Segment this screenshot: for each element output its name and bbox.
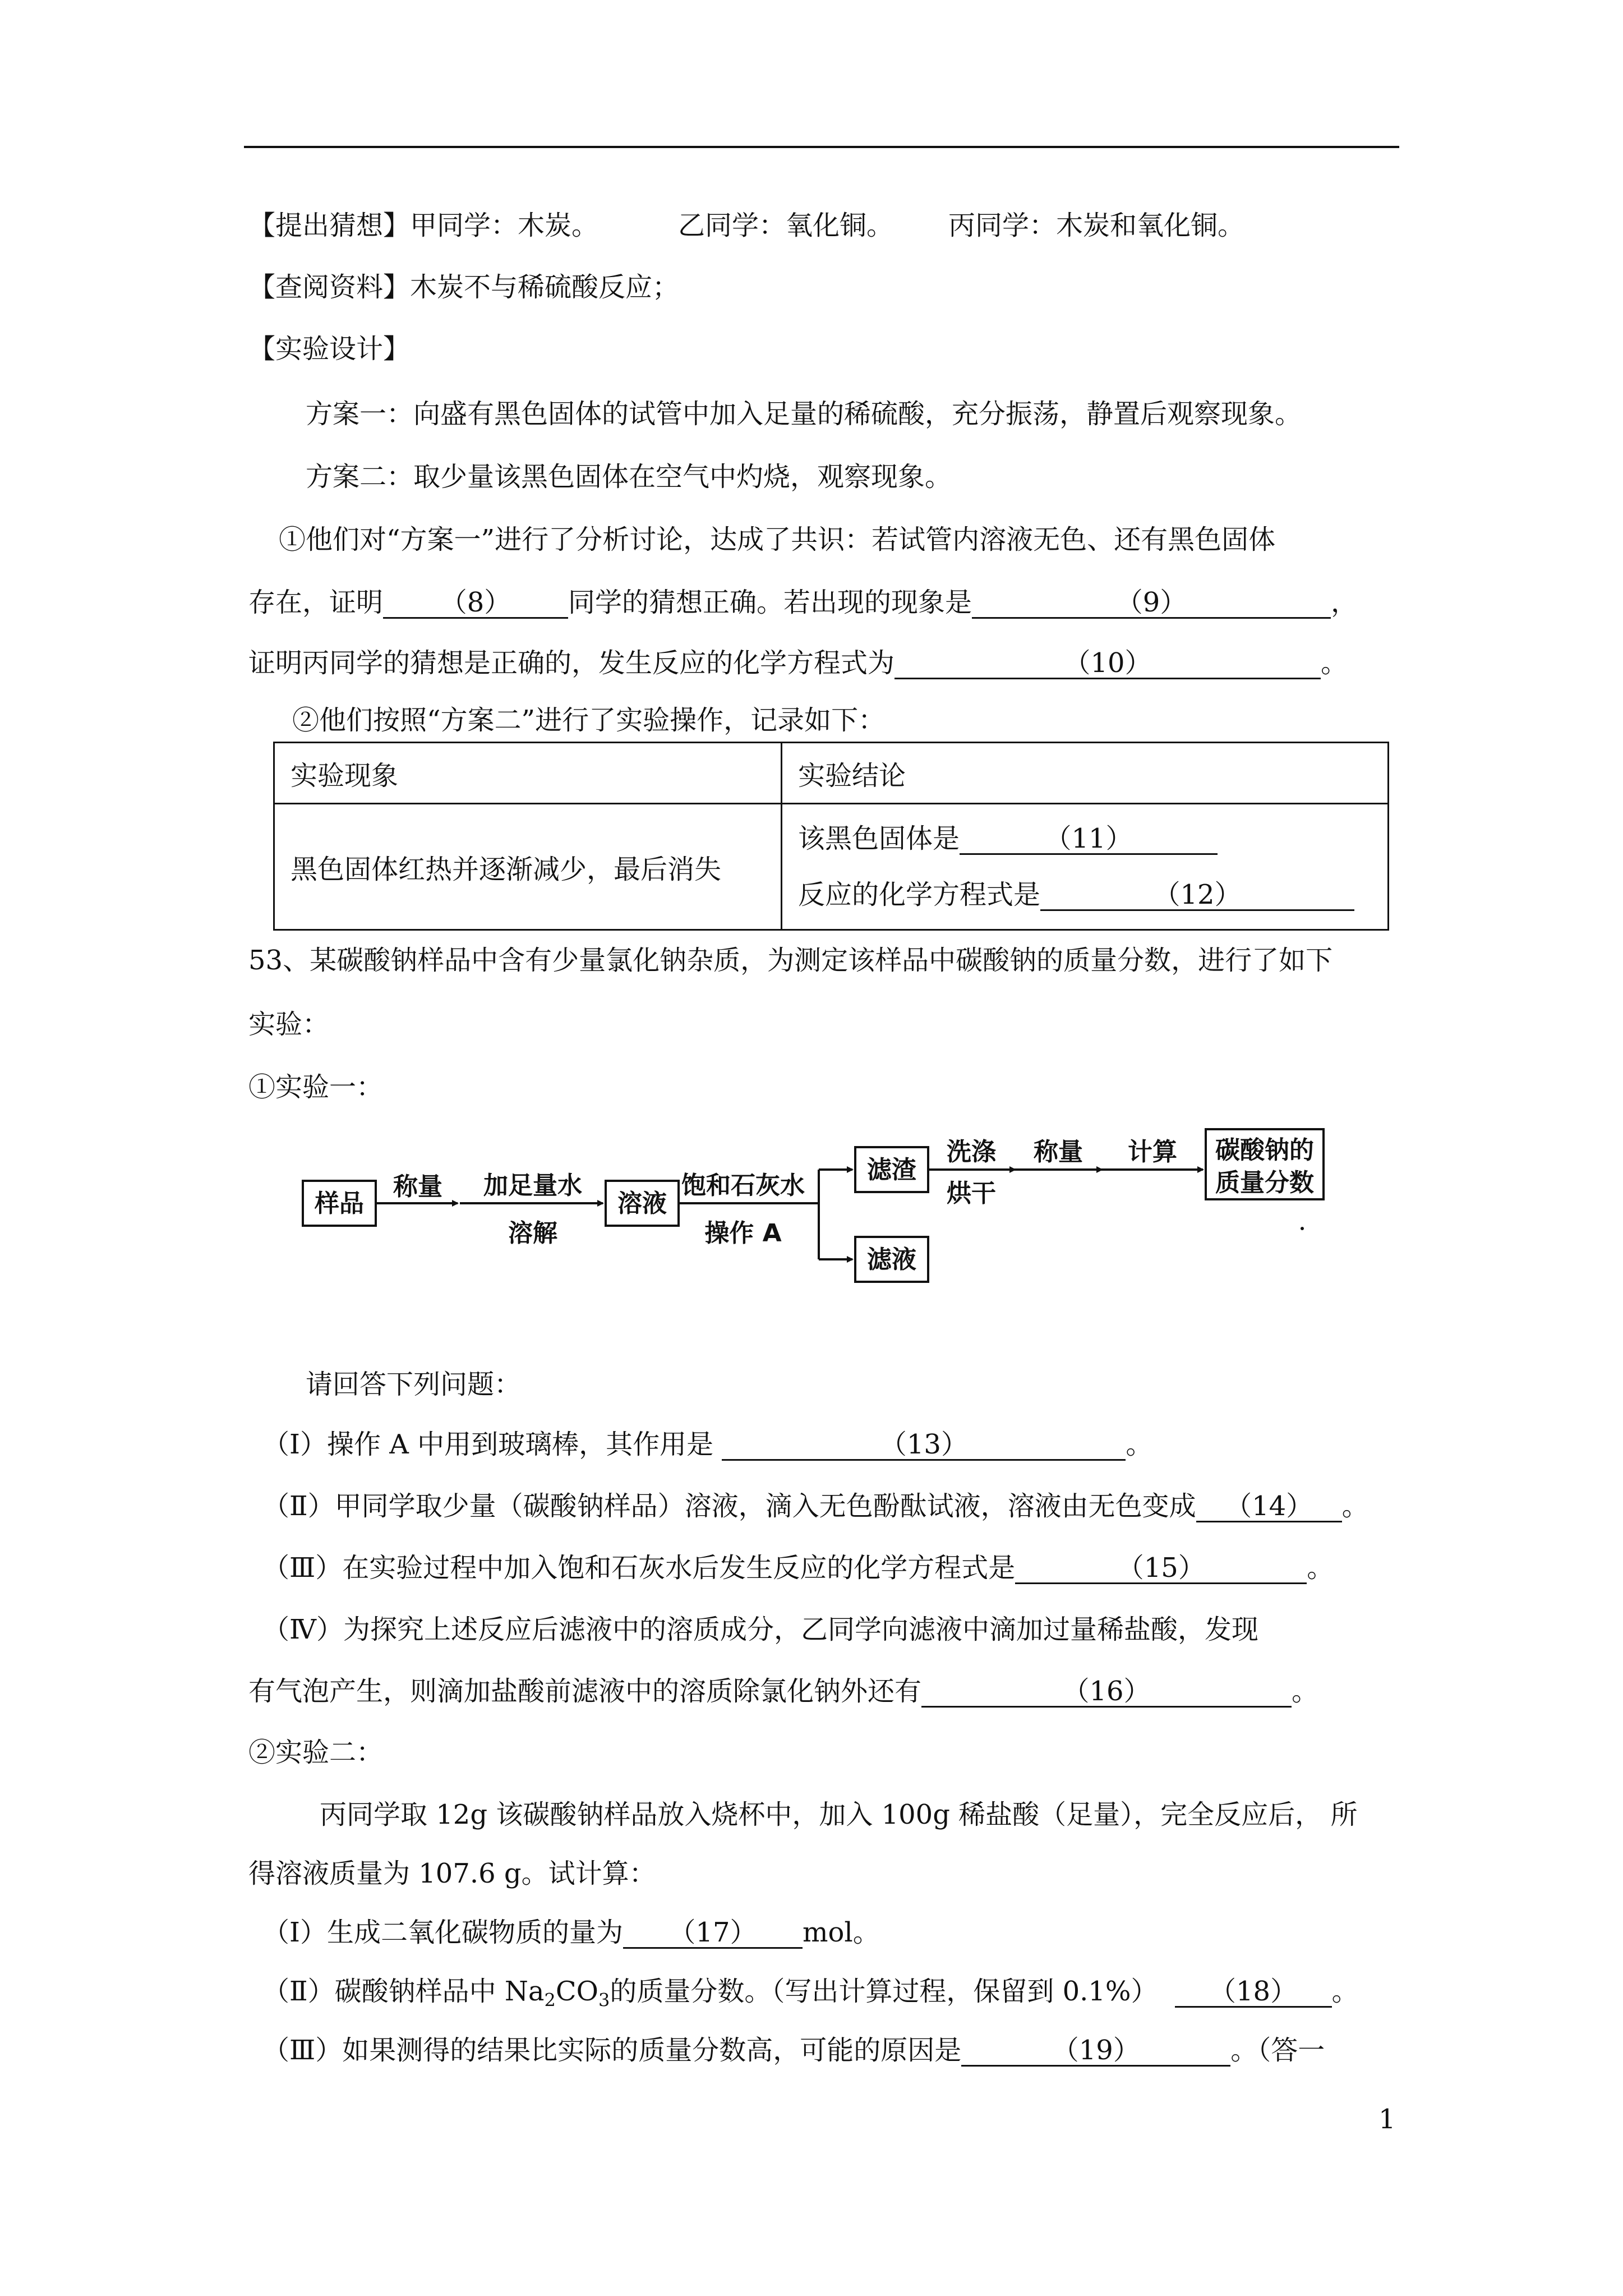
flow-dissolve: 溶解 [508, 1219, 557, 1248]
blank-17[interactable]: （17） [623, 1918, 803, 1949]
flow-wash: 洗涤 [947, 1138, 996, 1166]
blank-10[interactable]: （10） [895, 648, 1321, 679]
questions-intro: 请回答下列问题： [306, 1369, 522, 1400]
flow-result-2: 质量分数 [1215, 1168, 1314, 1197]
flow-calc: 计算 [1128, 1138, 1177, 1166]
qs-ii-text: （Ⅱ）甲同学取少量（碳酸钠样品）溶液，滴入无色酚酞试液，溶液由无色变成 [262, 1490, 1196, 1522]
qs-iii-text: （Ⅲ）在实验过程中加入饱和石灰水后发生反应的化学方程式是 [262, 1552, 1016, 1584]
q1-comma: ， [1331, 587, 1358, 618]
blank-14[interactable]: （14） [1196, 1492, 1342, 1522]
blank-9[interactable]: （9） [972, 588, 1331, 619]
exp2-title: ②实验二： [248, 1737, 384, 1768]
flow-sample: 样品 [315, 1189, 364, 1218]
exp2-ii-post: 的质量分数。（写出计算过程，保留到 0.1%） [610, 1976, 1158, 2007]
exp2-line2: 得溶液质量为 107.6 g。试计算： [248, 1858, 656, 1889]
exp2-i-unit: mol。 [802, 1917, 880, 1948]
exp2-iii-line [262, 2033, 1325, 2067]
blank-19[interactable]: （19） [961, 2036, 1230, 2067]
q2-line: ②他们按照“方案二”进行了实验操作，记录如下： [292, 705, 886, 736]
dot-mark [1301, 1227, 1304, 1230]
conclusion-text-1: 该黑色固体是 [798, 823, 960, 854]
info-heading: 【查阅资料】 [248, 272, 411, 303]
exp2-ii-text: （Ⅱ）碳酸钠样品中 Na [262, 1976, 545, 2007]
exp1-title: ①实验一： [248, 1071, 384, 1103]
record-table [273, 742, 1389, 931]
guess-b: 乙同学：氧化铜。 [678, 210, 894, 241]
flow-result-1: 碳酸钠的 [1215, 1136, 1314, 1165]
guess-heading: 【提出猜想】 [248, 210, 411, 241]
q1-text-3: 证明丙同学的猜想是正确的，发生反应的化学方程式为 [248, 647, 895, 679]
plan-two: 方案二：取少量该黑色固体在空气中灼烧，观察现象。 [306, 461, 952, 493]
flow-solution: 溶液 [617, 1189, 667, 1218]
flow-weigh: 称量 [393, 1172, 442, 1201]
flow-addwater: 加足量水 [483, 1171, 582, 1200]
q1-line2 [248, 586, 1358, 619]
table-cell-conclusion [782, 804, 1389, 930]
exp2-ii-co: CO [555, 1976, 598, 2007]
blank-18[interactable]: （18） [1175, 1977, 1332, 2008]
qs-iv-line1: （Ⅳ）为探究上述反应后滤液中的溶质成分，乙同学向滤液中滴加过量稀盐酸，发现 [262, 1614, 1258, 1645]
conclusion-text-2: 反应的化学方程式是 [798, 879, 1041, 910]
info-text: 木炭不与稀硫酸反应； [410, 272, 680, 303]
design-heading: 【实验设计】 [248, 333, 411, 365]
table-header-phenomenon: 实验现象 [274, 743, 782, 804]
guess-c: 丙同学：木炭和氧化铜。 [948, 210, 1245, 241]
exp2-iii-text: （Ⅲ）如果测得的结果比实际的质量分数高，可能的原因是 [262, 2035, 962, 2066]
flow-residue: 滤渣 [867, 1156, 916, 1184]
qs-i-period: 。 [1126, 1429, 1153, 1460]
qs-iv-period: 。 [1292, 1676, 1319, 1707]
q1-line3 [248, 646, 1348, 680]
exp2-i-text: （Ⅰ）生成二氧化碳物质的量为 [262, 1917, 623, 1948]
flow-opA: 操作 A [704, 1219, 782, 1248]
blank-15[interactable]: （15） [1015, 1553, 1307, 1584]
flow-weigh2: 称量 [1034, 1138, 1083, 1166]
subscript-3: 3 [598, 1989, 610, 2011]
blank-8[interactable]: （8） [383, 588, 568, 619]
qs-i-line [262, 1428, 1152, 1461]
table-cell-phenomenon: 黑色固体红热并逐渐减少，最后消失 [274, 804, 782, 930]
blank-12[interactable]: （12） [1040, 880, 1354, 911]
blank-11[interactable]: （11） [960, 824, 1218, 855]
table-header-conclusion: 实验结论 [782, 743, 1389, 804]
page-number: 1 [1378, 2104, 1396, 2135]
q1-period: 。 [1321, 647, 1348, 679]
flow-dry: 烘干 [947, 1179, 996, 1208]
blank-13[interactable]: （13） [722, 1430, 1126, 1461]
qs-iv-text: 有气泡产生，则滴加盐酸前滤液中的溶质除氯化钠外还有 [248, 1676, 922, 1707]
guess-line [248, 209, 1244, 242]
qs-iii-period: 。 [1307, 1552, 1334, 1584]
qs-iv-line2 [248, 1674, 1318, 1708]
plan-one: 方案一：向盛有黑色固体的试管中加入足量的稀硫酸，充分振荡，静置后观察现象。 [306, 398, 1302, 430]
exp2-iii-end: 。（答一 [1230, 2035, 1325, 2066]
flow-limewater: 饱和石灰水 [681, 1171, 805, 1200]
flow-diagram [292, 1125, 1374, 1293]
flow-filtrate: 滤液 [867, 1245, 916, 1274]
subscript-2: 2 [544, 1989, 556, 2011]
exp2-line1: 丙同学取 12g 该碳酸钠样品放入烧杯中，加入 100g 稀盐酸（足量），完全反应后， 所 [320, 1799, 1358, 1830]
exp2-ii-period: 。 [1331, 1976, 1359, 2007]
exp2-i-line [262, 1916, 880, 1949]
qs-ii-period: 。 [1341, 1490, 1369, 1522]
q53-line2: 实验： [248, 1009, 330, 1040]
q1-text-mid: 同学的猜想正确。若出现的现象是 [568, 587, 972, 618]
info-line [248, 270, 679, 304]
exp2-ii-line [262, 1975, 1359, 2017]
qs-iii-line [262, 1551, 1334, 1585]
blank-16[interactable]: （16） [921, 1677, 1292, 1708]
q53-line1: 53、某碳酸钠样品中含有少量氯化钠杂质，为测定该样品中碳酸钠的质量分数，进行了如下 [248, 945, 1333, 976]
guess-a: 甲同学：木炭。 [410, 210, 599, 241]
qs-ii-line [262, 1489, 1369, 1523]
header-rule [244, 146, 1399, 148]
q1-line1: ①他们对“方案一”进行了分析讨论，达成了共识：若试管内溶液无色、还有黑色固体 [279, 524, 1276, 555]
q1-text: 存在，证明 [248, 587, 384, 618]
qs-i-text: （Ⅰ）操作 A 中用到玻璃棒，其作用是 [262, 1429, 722, 1460]
